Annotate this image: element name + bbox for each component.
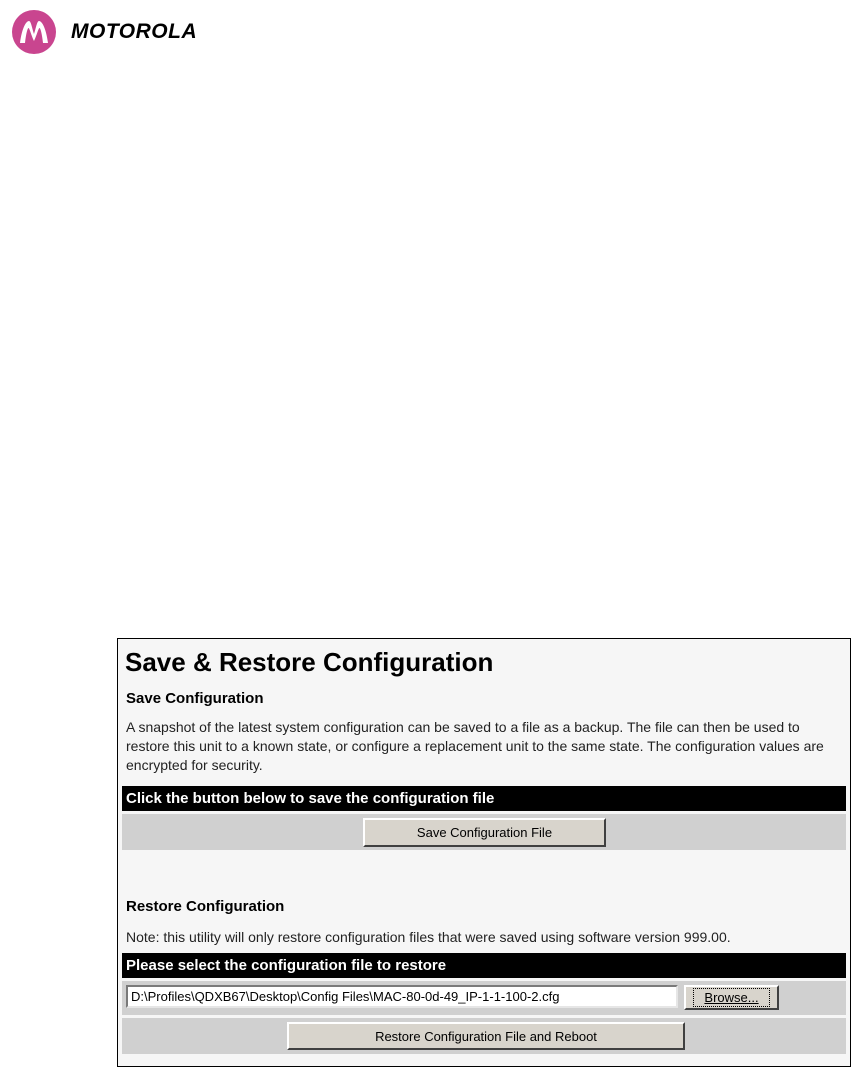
- restore-note: Note: this utility will only restore configuration files that were saved using software version 999.00.: [126, 929, 731, 945]
- save-restore-panel: [117, 638, 851, 1067]
- file-select-row: [122, 981, 846, 1015]
- save-configuration-heading: Save Configuration: [126, 690, 264, 707]
- config-file-path-input[interactable]: [126, 985, 678, 1008]
- page-title: Save & Restore Configuration: [125, 647, 494, 677]
- browse-button[interactable]: [684, 985, 779, 1010]
- save-button-row: [122, 814, 846, 850]
- motorola-logo: [12, 10, 197, 54]
- motorola-batwing-icon: [12, 10, 56, 54]
- save-configuration-file-button[interactable]: Save Configuration File: [363, 818, 606, 847]
- save-instruction-bar: Click the button below to save the configuration file: [122, 786, 846, 811]
- browse-button-label: Browse...: [693, 988, 769, 1007]
- restore-button-row: [122, 1018, 846, 1054]
- save-configuration-description: A snapshot of the latest system configuration can be saved to a file as a backup. The file can then be used to restore this unit to a known state, or configure a replacement unit to the same state. The configuration values are encrypted for security.: [126, 719, 824, 773]
- restore-and-reboot-button[interactable]: Restore Configuration File and Reboot: [287, 1022, 685, 1050]
- restore-instruction-bar: Please select the configuration file to restore: [122, 953, 846, 978]
- brand-name: MOTOROLA: [71, 20, 198, 43]
- restore-configuration-heading: Restore Configuration: [126, 898, 285, 915]
